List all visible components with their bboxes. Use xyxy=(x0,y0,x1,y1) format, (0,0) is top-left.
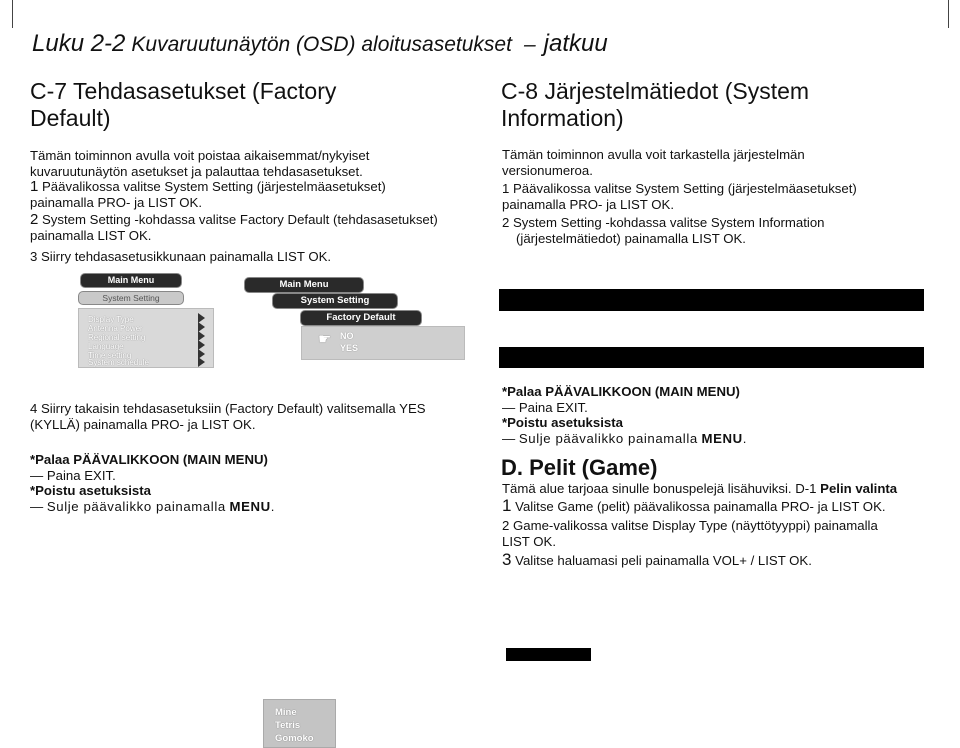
c7-intro-line2: kuvaruutunäytön asetukset ja palauttaa tehdasasetukset. xyxy=(30,163,363,179)
c8-step1-text2: painamalla PRO- ja LIST OK. xyxy=(502,196,674,212)
osd1-item-display-type: Display Type xyxy=(88,315,134,324)
c8-exit-period: . xyxy=(742,430,747,446)
d-step3-text: Valitse haluamasi peli painamalla VOL+ / LIST OK. xyxy=(515,553,812,568)
c8-intro xyxy=(502,147,805,178)
game-menu-screenshot xyxy=(263,699,336,748)
c7-exit-period: . xyxy=(270,498,275,514)
c7-step3-text: Siirry tehdasasetusikkunaan painamalla LIST OK. xyxy=(41,249,332,264)
game-item-mine: Mine xyxy=(275,707,297,718)
osd1-item-time-setting: Time setting xyxy=(88,351,132,360)
osd2-main-menu-bar: Main Menu xyxy=(244,277,364,293)
d-image-bar xyxy=(506,648,591,661)
c8-step2-text2: (järjestelmätiedot) painamalla LIST OK. xyxy=(516,230,746,246)
d-step1 xyxy=(502,498,886,515)
osd1-item-language: Language xyxy=(88,342,124,351)
c7-step4 xyxy=(30,401,426,432)
d-step1-number: 1 xyxy=(502,496,512,515)
c7-exit-title: *Poistu asetuksista xyxy=(30,483,151,498)
c7-step4-number: 4 xyxy=(30,401,38,416)
c7-return-main-menu xyxy=(30,452,274,514)
c7-return-title: *Palaa PÄÄVALIKKOON (MAIN MENU) xyxy=(30,452,268,467)
c8-exit-action: Sulje päävalikko painamalla xyxy=(518,430,698,446)
d-step2-text2: LIST OK. xyxy=(502,533,556,549)
chapter-number: Luku 2-2 xyxy=(32,30,126,57)
c7-return-action: Paina EXIT. xyxy=(46,467,116,483)
c7-exit-dash: — xyxy=(30,498,44,514)
c8-return-main-menu xyxy=(502,384,746,446)
c8-step2-text1: System Setting -kohdassa valitse System Information xyxy=(513,215,825,230)
chapter-header xyxy=(32,30,608,58)
c7-step4-text1: Siirry takaisin tehdasasetuksiin (Factory Default) valitsemalla YES xyxy=(41,401,426,416)
osd1-item-antenna-power: Antenna Power xyxy=(88,324,143,333)
c7-step2 xyxy=(30,212,438,243)
d-step2 xyxy=(502,518,878,549)
d-intro xyxy=(502,481,897,497)
osd1-item-system-schedule: System schedule xyxy=(88,358,149,367)
c7-intro-line1: Tämän toiminnon avulla voit poistaa aikaisemmat/nykyiset xyxy=(30,148,370,163)
d-step3 xyxy=(502,552,812,569)
d-step2-text1: Game-valikossa valitse Display Type (näyttötyyppi) painamalla xyxy=(513,518,878,533)
osd1-main-menu-bar: Main Menu xyxy=(80,273,182,288)
osd2-system-setting-bar: System Setting xyxy=(272,293,398,309)
c7-step2-text2: painamalla LIST OK. xyxy=(30,227,152,243)
c7-step1 xyxy=(30,179,386,210)
c7-step1-number: 1 xyxy=(30,178,39,195)
c8-image-bar-bottom xyxy=(499,347,924,368)
c8-exit-title: *Poistu asetuksista xyxy=(502,415,623,430)
page-edge-mark-right xyxy=(948,0,949,28)
c7-step4-text2: (KYLLÄ) painamalla PRO- ja LIST OK. xyxy=(30,416,256,432)
c7-step1-text1: Päävalikossa valitse System Setting (järjestelmäasetukset) xyxy=(42,179,386,194)
d-intro-subheading: Pelin valinta xyxy=(820,481,898,496)
c8-step2-number: 2 xyxy=(502,215,510,230)
c8-step2 xyxy=(502,215,825,246)
c8-image-bar-top xyxy=(499,289,924,311)
c7-heading-line1: C-7 Tehdasasetukset (Factory xyxy=(30,78,337,104)
d-step2-number: 2 xyxy=(502,518,510,533)
c7-step2-text1: System Setting -kohdassa valitse Factory Default (tehdasasetukset) xyxy=(42,212,438,227)
c8-return-action: Paina EXIT. xyxy=(518,399,588,415)
c7-exit-key: MENU xyxy=(229,498,271,514)
c8-step1-text1: Päävalikossa valitse System Setting (järjestelmäasetukset) xyxy=(513,181,857,196)
c7-heading xyxy=(30,78,336,132)
game-item-gomoko: Gomoko xyxy=(275,733,314,744)
chapter-continued: jatkuu xyxy=(543,30,608,57)
c8-heading xyxy=(501,78,809,132)
c8-intro-line1: Tämän toiminnon avulla voit tarkastella järjestelmän xyxy=(502,147,805,162)
d-step1-text: Valitse Game (pelit) päävalikossa painamalla PRO- ja LIST OK. xyxy=(515,499,886,514)
c7-step3-number: 3 xyxy=(30,249,38,264)
c8-return-title: *Palaa PÄÄVALIKKOON (MAIN MENU) xyxy=(502,384,740,399)
d-intro-text: Tämä alue tarjoaa sinulle bonuspelejä lisähuviksi. D-1 xyxy=(502,481,817,496)
page-edge-mark-left xyxy=(12,0,13,28)
d-heading: D. Pelit (Game) xyxy=(501,455,658,480)
osd1-system-setting-bar: System Setting xyxy=(78,291,184,305)
osd2-option-no: NO xyxy=(340,331,354,341)
c8-heading-line2: Information) xyxy=(501,105,624,131)
osd1-item-regional-setting: Regional setting xyxy=(88,333,146,342)
c7-heading-line2: Default) xyxy=(30,105,111,131)
chapter-title: Kuvaruutunäytön (OSD) aloitusasetukset xyxy=(131,33,512,56)
game-item-tetris: Tetris xyxy=(275,720,301,731)
c8-step1 xyxy=(502,181,857,212)
c8-heading-line1: C-8 Järjestelmätiedot (System xyxy=(501,78,810,104)
c8-return-dash: — xyxy=(502,399,516,415)
c7-exit-action: Sulje päävalikko painamalla xyxy=(46,498,226,514)
c7-step2-number: 2 xyxy=(30,211,39,228)
osd2-option-yes: YES xyxy=(340,343,359,353)
c7-return-dash: — xyxy=(30,467,44,483)
c8-step1-number: 1 xyxy=(502,181,510,196)
c7-step3 xyxy=(30,249,331,265)
c8-intro-line2: versionumeroa. xyxy=(502,162,593,178)
chapter-dash: – xyxy=(523,33,536,56)
c8-exit-dash: — xyxy=(502,430,516,446)
c7-intro xyxy=(30,148,369,179)
osd2-factory-default-bar: Factory Default xyxy=(300,310,422,326)
d-step3-number: 3 xyxy=(502,550,512,569)
c7-step1-text2: painamalla PRO- ja LIST OK. xyxy=(30,194,202,210)
osd1-arrow-icon xyxy=(198,357,205,367)
c8-exit-key: MENU xyxy=(701,430,743,446)
pointing-hand-icon: ☛ xyxy=(318,331,332,348)
